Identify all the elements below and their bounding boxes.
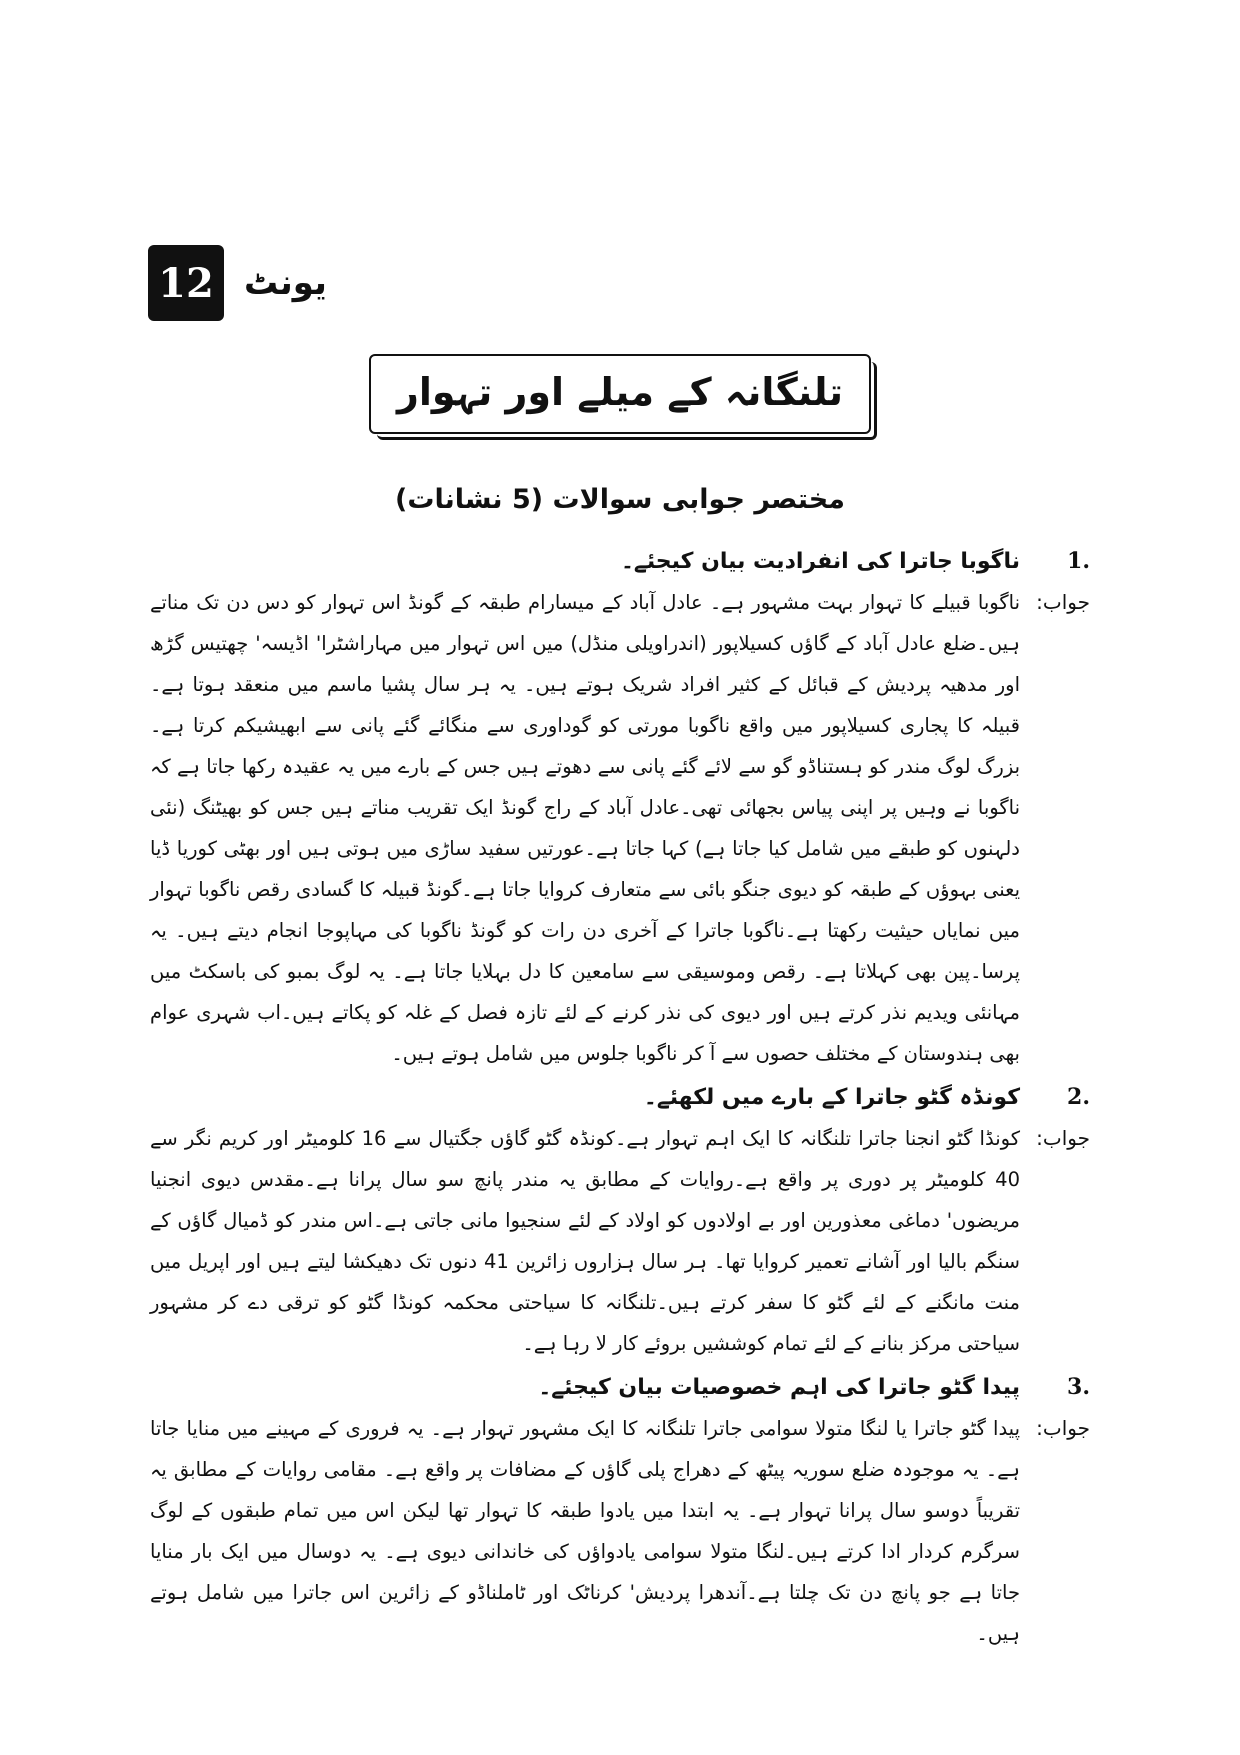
section-heading: مختصر جوابی سوالات (5 نشانات) [395,484,845,515]
answer-2 [150,1118,1090,1364]
unit-number-badge: 12 [148,245,224,321]
question-text: پیدا گٹو جاترا کی اہم خصوصیات بیان کیجئے۔ [538,1375,1020,1400]
question-3 [150,1374,1090,1400]
answer-text: کونڈا گٹو انجنا جاترا تلنگانہ کا ایک اہم تہوار ہے۔کونڈہ گٹو گاؤں جگتیال سے 16 کلومیٹر اور کریم نگر سے 40 کلومیٹر پر دوری پر واقع ہے۔روایات کے مطابق یہ مندر پانچ سو سال پرانا ہے۔مقدس دیوی انجنیا مریضوں' دماغی معذورین اور بے اولادوں کو اولاد کے لئے سنجیوا مانی جاتی ہے۔اس مندر کو ڈمیال گاؤں کے سنگم بالیا اور آشانے تعمیر کروایا تھا۔ ہر سال ہزاروں زائرین 41 دنوں تک دھیکشا لیتے ہیں اور اپریل میں منت مانگنے کے لئے گٹو کا سفر کرتے ہیں۔تلنگانہ کا سیاحتی محکمہ کونڈا گٹو کو ترقی دے کر مشہور سیاحتی مرکز بنانے کے لئے تمام کوششیں بروئے کار لا رہا ہے۔ [150,1127,1020,1355]
answer-label: جواب: [1036,590,1090,614]
answer-3 [150,1408,1090,1654]
question-text: کونڈہ گٹو جاترا کے بارے میں لکھئے۔ [643,1085,1020,1110]
question-2 [150,1084,1090,1110]
chapter-title: تلنگانہ کے میلے اور تہوار [369,354,871,434]
answer-text: ناگوبا قبیلے کا تہوار بہت مشہور ہے۔ عادل آباد کے میسارام طبقہ کے گونڈ اس تہوار کو دس دن تک مناتے ہیں۔ضلع عادل آباد کے گاؤں کسیلاپور (اندراویلی منڈل) میں اس تہوار میں مہاراشٹرا' اڈیسہ' چھتیس گڑھ اور مدھیہ پردیش کے قبائل کے کثیر افراد شریک ہوتے ہیں۔ یہ ہر سال پشیا ماسم میں منعقد ہوتا ہے۔قبیلہ کا پجاری کسیلاپور میں واقع ناگوبا مورتی کو گوداوری سے منگائے گئے پانی سے ابھیشیکم کرتا ہے۔ بزرگ لوگ مندر کو ہستناڈو گو سے لائے گئے پانی سے دھوتے ہیں جس کے بارے میں یہ عقیدہ رکھا جاتا ہے کہ ناگوبا نے وہیں پر اپنی پیاس بجھائی تھی۔عادل آباد کے راج گونڈ ایک تقریب مناتے ہیں جس کو بھیٹنگ (نئی دلہنوں کو طبقے میں شامل کیا جاتا ہے) کہا جاتا ہے۔عورتیں سفید ساڑی میں ہوتی ہیں اور بھٹی کوریا ڈیا یعنی بہوؤں کے طبقہ کو دیوی جنگو بائی سے متعارف کروایا جاتا ہے۔گونڈ قبیلہ کا گسادی رقص ناگوبا تہوار میں نمایاں حیثیت رکھتا ہے۔ناگوبا جاترا کے آخری دن رات کو گونڈ ناگوبا کی مہاپوجا انجام دیتے ہیں۔ یہ پرسا۔پین بھی کہلاتا ہے۔ رقص وموسیقی سے سامعین کا دل بہلایا جاتا ہے۔ یہ لوگ بمبو کی باسکٹ میں مہانئی ویدیم نذر کرتے ہیں اور دیوی کی نذر کرنے کے لئے تازہ فصل کے غلہ کو پکاتے ہیں۔اب شہری عوام بھی ہندوستان کے مختلف حصوں سے آ کر ناگوبا جلوس میں شامل ہوتے ہیں۔ [150,591,1020,1065]
question-number: 1. [1067,548,1090,574]
questions-list [150,538,1090,1660]
question-number: 2. [1067,1084,1090,1110]
answer-label: جواب: [1036,1126,1090,1150]
chapter-title-wrap [0,354,1240,434]
question-text: ناگوبا جاترا کی انفرادیت بیان کیجئے۔ [621,549,1020,574]
unit-label: یونٹ [244,263,327,303]
answer-text: پیدا گٹو جاترا یا لنگا متولا سوامی جاترا تلنگانہ کا ایک مشہور تہوار ہے۔ یہ فروری کے مہینے میں منایا جاتا ہے۔ یہ موجودہ ضلع سوریہ پیٹھ کے دھراج پلی گاؤں کے مضافات پر واقع ہے۔ مقامی روایات کے مطابق یہ تقریباً دوسو سال پرانا تہوار ہے۔ یہ ابتدا میں یادوا طبقہ کا تہوار تھا لیکن اس میں تمام طبقوں کے لوگ سرگرم کردار ادا کرتے ہیں۔لنگا متولا سوامی یادواؤں کی خاندانی دیوی ہے۔ یہ دوسال میں ایک بار منایا جاتا ہے جو پانچ دن تک چلتا ہے۔آندھرا پردیش' کرناٹک اور ٹاملناڈو کے زائرین اس جاترا میں شامل ہوتے ہیں۔ [150,1417,1020,1645]
question-number: 3. [1067,1374,1090,1400]
unit-header [148,244,327,322]
answer-1 [150,582,1090,1074]
question-1 [150,548,1090,574]
answer-label: جواب: [1036,1416,1090,1440]
